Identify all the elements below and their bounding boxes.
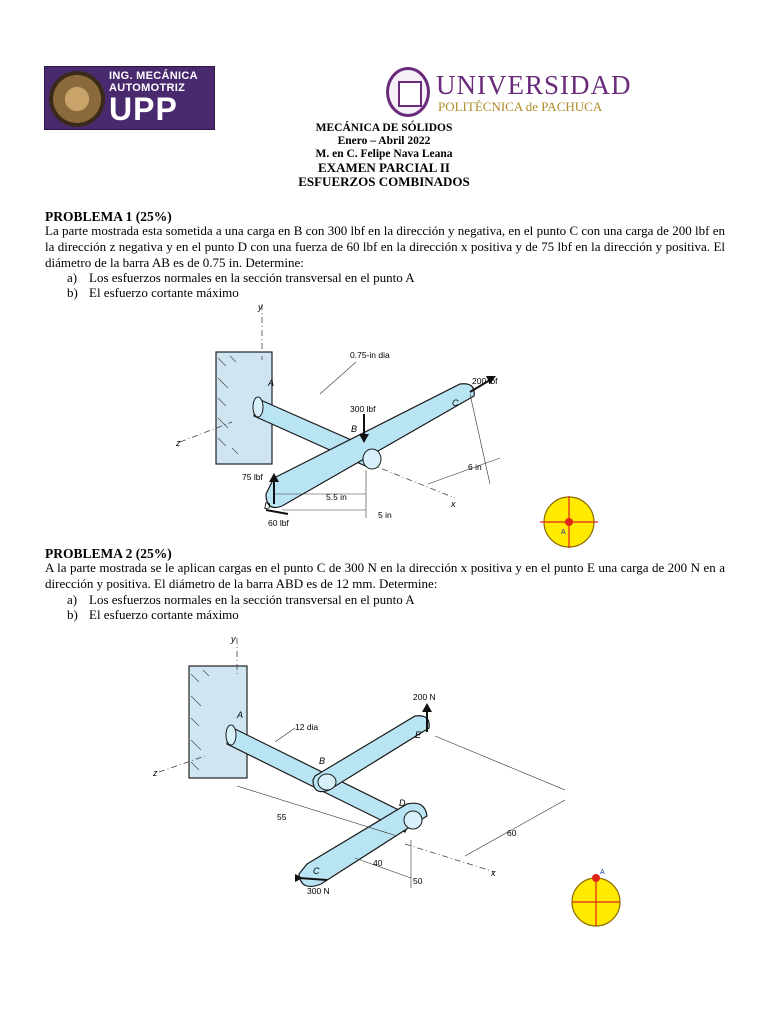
point-a-label: A — [237, 710, 244, 720]
axis-y-label: y — [258, 302, 263, 312]
exam-topic: ESFUERZOS COMBINADOS — [298, 174, 470, 189]
teacher-name: M. en C. Felipe Nava Leana — [315, 148, 453, 160]
dim-60: 60 — [507, 828, 517, 838]
point-b-label: B — [351, 424, 358, 434]
problem2-title: PROBLEMA 2 (25%) — [45, 546, 172, 561]
list-item: b) El esfuerzo cortante máximo — [67, 607, 239, 622]
list-item: a) Los esfuerzos normales en la sección transversal en el punto A — [67, 270, 415, 285]
load-c-label: 200 lbf — [472, 376, 498, 386]
problem1-section-marker — [538, 494, 602, 550]
point-a-label: A — [268, 378, 275, 388]
logo-line2: AUTOMOTRIZ — [109, 82, 186, 94]
car-emblem-icon — [49, 71, 105, 127]
dim-40: 40 — [373, 858, 383, 868]
marker-point-label: A — [600, 869, 605, 876]
list-item: b) El esfuerzo cortante máximo — [67, 285, 239, 300]
logo-acronym: UPP — [109, 91, 178, 127]
problem2-list — [67, 592, 415, 622]
problem1-title: PROBLEMA 1 (25%) — [45, 209, 172, 224]
list-item: a) Los esfuerzos normales en la sección transversal en el punto A — [67, 592, 415, 607]
course-title: MECÁNICA DE SÓLIDOS — [315, 122, 453, 134]
problem2-section-marker — [570, 866, 626, 930]
problem2-figure — [145, 630, 565, 920]
point-e-label: E — [415, 730, 422, 740]
university-logo — [386, 67, 632, 122]
problem1-statement: La parte mostrada esta sometida a una carga en B con 300 lbf en la dirección y negativa, en el punto C con una carga de 200 lbf en la dirección z negativa y en el punto D con una fuerza de 60 lbf en la dirección x positiva y de 75 lbf en la dirección y positiva. El diámetro de la barra AB es de 0.75 in. Determine: — [45, 223, 725, 270]
load-d2-label: 60 lbf — [268, 518, 289, 528]
exam-period: Enero – Abril 2022 — [337, 135, 431, 147]
axis-x-label: x — [491, 868, 496, 878]
marker-point-label: A — [561, 529, 566, 536]
axis-x-label: x — [451, 499, 456, 509]
point-c-label: C — [313, 866, 320, 876]
axis-y-label: y — [231, 634, 236, 644]
dim-6in: 6 in — [468, 462, 482, 472]
exam-title: EXAMEN PARCIAL II — [318, 160, 450, 175]
diameter-label: 12 dia — [295, 722, 319, 732]
logo-line1: ING. MECÁNICA — [109, 70, 198, 82]
problem1-figure — [170, 298, 600, 528]
dim-50: 50 — [413, 876, 423, 886]
crank-cd — [266, 384, 474, 508]
wall-support — [189, 666, 247, 778]
load-d1-label: 75 lbf — [242, 472, 263, 482]
point-c-label: C — [452, 398, 459, 408]
point-d-label: D — [264, 501, 271, 511]
problem2-statement: A la parte mostrada se le aplican cargas en el punto C de 300 N en la dirección x positiva y en el punto E una carga de 200 N en a dirección y positiva. El diámetro de la barra ABD es de 12 mm. Determine: — [45, 560, 725, 591]
point-b-label: B — [319, 756, 326, 766]
point-d-label: D — [399, 798, 406, 808]
university-name: UNIVERSIDAD — [436, 70, 632, 100]
upp-logo — [44, 66, 215, 130]
university-crest-icon — [386, 67, 430, 117]
dim-55: 55 — [277, 812, 287, 822]
dim-5in: 5 in — [378, 510, 392, 520]
exam-header — [0, 122, 768, 189]
axis-z-label: z — [176, 438, 181, 448]
dim-5-5in: 5.5 in — [326, 492, 347, 502]
university-subtitle: POLITÉCNICA de PACHUCA — [438, 99, 603, 114]
axis-z-label: z — [153, 768, 158, 778]
load-c-label: 300 N — [307, 886, 330, 896]
load-e-label: 200 N — [413, 692, 436, 702]
load-b-label: 300 lbf — [350, 404, 376, 414]
diameter-label: 0.75-in dia — [350, 350, 390, 360]
problem1-list — [67, 270, 415, 300]
